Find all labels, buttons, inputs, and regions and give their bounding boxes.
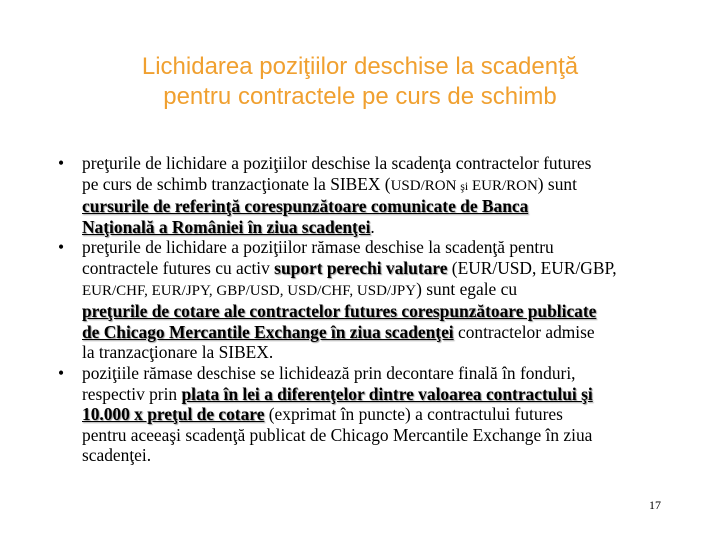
emphasized-text: 10.000 x preţul de cotare: [82, 404, 265, 425]
slide-title-line-1: Lichidarea poziţiilor deschise la scadenţă: [141, 53, 579, 80]
bullet-icon: •: [58, 237, 65, 258]
bullet-item-settlement-prices-cross: [58, 237, 688, 363]
slide-title-line-2: pentru contractele pe curs de schimb: [163, 83, 557, 110]
bullet-text-line: preţurile de lichidare a poziţiilor rămase deschise la scadenţă pentru: [82, 237, 554, 258]
bullet-icon: •: [58, 362, 65, 383]
bullet-text-line: poziţiile rămase deschise se lichidează prin decontare finală în fonduri,: [82, 362, 576, 383]
bullet-text-line: de Chicago Mercantile Exchange în ziua scadenţei contractelor admise: [82, 321, 595, 342]
emphasized-text: de Chicago Mercantile Exchange în ziua scadenţei: [82, 321, 454, 342]
bullet-item-final-settlement: [58, 363, 688, 466]
bullet-text-line: la tranzacţionare la SIBEX.: [82, 342, 274, 363]
bullet-text-line: pentru aceeaşi scadenţă publicat de Chicago Mercantile Exchange în ziua: [82, 424, 593, 445]
bullet-text-line: contractele futures cu activ suport perechi valutare (EUR/USD, EUR/GBP,: [82, 257, 617, 278]
bullet-text-line: EUR/CHF, EUR/JPY, GBP/USD, USD/CHF, USD/JPY) sunt egale cu: [82, 278, 518, 299]
bullet-text-line: respectiv prin plata în lei a diferenţelor dintre valoarea contractului şi: [82, 383, 593, 404]
bullet-list: [58, 153, 688, 466]
page-number: 17: [649, 498, 661, 512]
bullet-icon: •: [58, 153, 65, 173]
bullet-text-line: Naţională a României în ziua scadenţei.: [82, 216, 375, 237]
bullet-text-line: preţurile de lichidare a poziţiilor deschise la scadenţa contractelor futures: [82, 153, 592, 173]
emphasized-text: suport perechi valutare: [274, 257, 448, 278]
slide-title: [40, 52, 680, 112]
bullet-text-line: pe curs de schimb tranzacţionate la SIBEX (USD/RON şi EUR/RON) sunt: [82, 173, 577, 194]
emphasized-text: plata în lei a diferenţelor dintre valoarea contractului şi: [181, 383, 593, 404]
bullet-text-line: 10.000 x preţul de cotare (exprimat în puncte) a contractului futures: [82, 404, 563, 425]
bullet-item-settlement-prices-ron: [58, 153, 688, 237]
emphasized-text: preţurile de cotare ale contractelor futures corespunzătoare publicate: [82, 301, 597, 322]
bullet-text-line: scadenţei.: [82, 445, 152, 466]
emphasized-text: Naţională a României în ziua scadenţei: [82, 216, 371, 237]
emphasized-text: cursurile de referinţă corespunzătoare comunicate de Banca: [82, 196, 529, 217]
